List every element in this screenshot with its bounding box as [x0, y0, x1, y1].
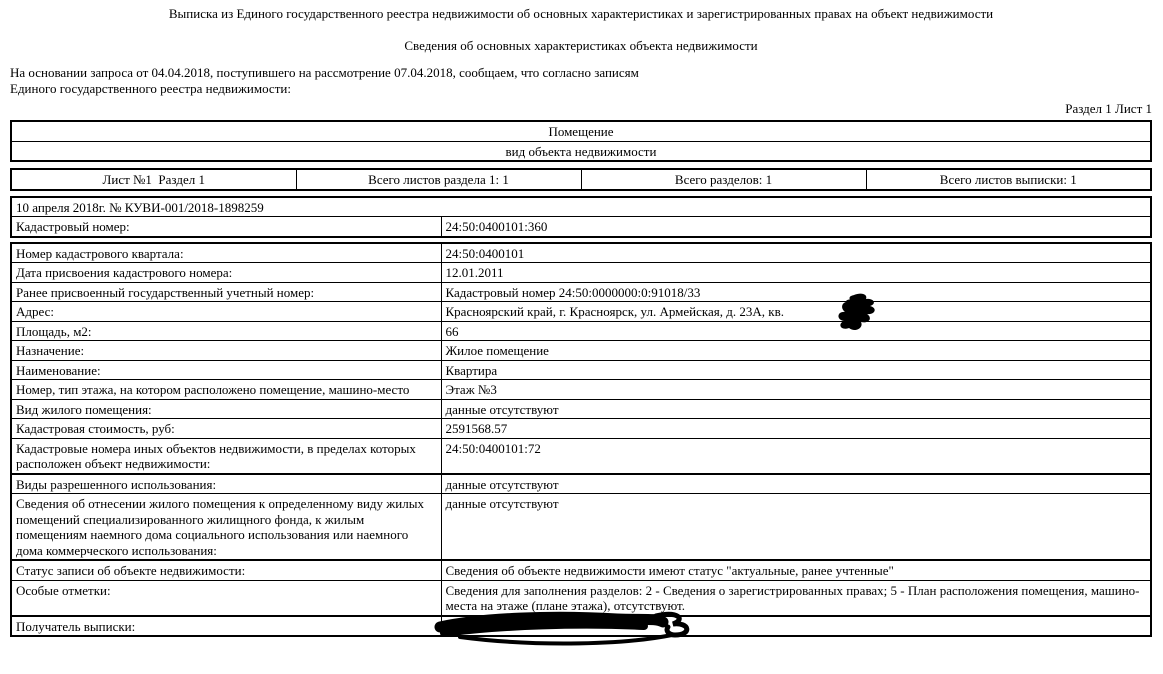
table-row: [11, 243, 1151, 263]
row-label: Назначение:: [11, 341, 441, 361]
address-text: Красноярский край, г. Красноярск, ул. Армейская, д. 23А, кв.: [445, 304, 784, 319]
row-value: Этаж №3: [441, 380, 1151, 400]
table-row: [11, 360, 1151, 380]
row-label: Дата присвоения кадастрового номера:: [11, 263, 441, 283]
section-sheet-marker: Раздел 1 Лист 1: [1065, 101, 1152, 116]
row-label: Получатель выписки:: [11, 616, 441, 637]
table-row: [11, 263, 1151, 283]
table-row: [11, 560, 1151, 580]
sheet-cell: Лист №1 Раздел 1: [11, 169, 296, 190]
row-value: [441, 616, 1151, 637]
table-row-address: [11, 302, 1151, 322]
row-value: Кадастровый номер 24:50:0000000:0:91018/33: [441, 282, 1151, 302]
table-row: [11, 341, 1151, 361]
row-label: Кадастровые номера иных объектов недвижимости, в пределах которых расположен объект недвижимости:: [11, 438, 441, 474]
intro-line-1: На основании запроса от 04.04.2018, поступившего на рассмотрение 07.04.2018, сообщаем, что согласно записям: [10, 65, 639, 80]
sheet-cell: Всего разделов: 1: [581, 169, 866, 190]
row-value: Сведения для заполнения разделов: 2 - Сведения о зарегистрированных правах; 5 - План расположения помещения, машино-места на этаже (плане этажа), отсутствуют.: [441, 580, 1151, 616]
table-row: [11, 474, 1151, 494]
intro-line-2: Единого государственного реестра недвижимости:: [10, 81, 291, 96]
table-row: [11, 217, 1151, 237]
row-value: [441, 302, 1151, 322]
row-value: 24:50:0400101:72: [441, 438, 1151, 474]
table-row: [11, 169, 1151, 190]
row-label: Адрес:: [11, 302, 441, 322]
row-value: данные отсутствуют: [441, 399, 1151, 419]
row-label: Статус записи об объекте недвижимости:: [11, 560, 441, 580]
table-row: [11, 399, 1151, 419]
redaction-scribble-icon: [432, 610, 704, 652]
object-type-value: Помещение: [11, 121, 1151, 141]
row-label: Кадастровая стоимость, руб:: [11, 419, 441, 439]
sheet-cell: Всего листов раздела 1: 1: [296, 169, 581, 190]
object-type-table: [10, 120, 1152, 162]
row-label: Вид жилого помещения:: [11, 399, 441, 419]
row-label: Ранее присвоенный государственный учетный номер:: [11, 282, 441, 302]
intro-paragraph: [10, 65, 1152, 97]
row-label: Особые отметки:: [11, 580, 441, 616]
row-value: 66: [441, 321, 1151, 341]
table-row: [11, 419, 1151, 439]
row-label: Номер кадастрового квартала:: [11, 243, 441, 263]
row-label: Сведения об отнесении жилого помещения к определенному виду жилых помещений специализированного жилищного фонда, к жилым помещениям наемного дома социального использования или наемного дома коммерческого использования:: [11, 494, 441, 561]
table-row: [11, 580, 1151, 616]
table-row: [11, 321, 1151, 341]
row-value: 24:50:0400101: [441, 243, 1151, 263]
row-label: Наименование:: [11, 360, 441, 380]
document-subtitle: Сведения об основных характеристиках объекта недвижимости: [404, 38, 758, 53]
sheet-summary-table: [10, 168, 1152, 191]
object-type-caption: вид объекта недвижимости: [11, 141, 1151, 161]
document-title: Выписка из Единого государственного реестра недвижимости об основных характеристиках и зарегистрированных правах на объект недвижимости: [168, 6, 994, 21]
row-value: Сведения об объекте недвижимости имеют статус "актуальные, ранее учтенные": [441, 560, 1151, 580]
row-value: Квартира: [441, 360, 1151, 380]
table-row: [11, 494, 1151, 561]
document-number-table: [10, 196, 1152, 238]
row-value: данные отсутствуют: [441, 474, 1151, 494]
row-label: Кадастровый номер:: [11, 217, 441, 237]
sheet-cell: Всего листов выписки: 1: [866, 169, 1151, 190]
row-value: 12.01.2011: [441, 263, 1151, 283]
row-value: 2591568.57: [441, 419, 1151, 439]
details-table: [10, 242, 1152, 638]
row-label: Номер, тип этажа, на котором расположено помещение, машино-место: [11, 380, 441, 400]
table-row: [11, 141, 1151, 161]
row-label: Виды разрешенного использования:: [11, 474, 441, 494]
table-row-recipient: [11, 616, 1151, 637]
row-value: Жилое помещение: [441, 341, 1151, 361]
table-row: [11, 121, 1151, 141]
row-label: Площадь, м2:: [11, 321, 441, 341]
row-value: 24:50:0400101:360: [441, 217, 1151, 237]
table-row: [11, 380, 1151, 400]
egrn-extract-page: [0, 6, 1163, 637]
table-row: [11, 197, 1151, 217]
document-date-number: 10 апреля 2018г. № КУВИ-001/2018-1898259: [11, 197, 1151, 217]
row-value: данные отсутствуют: [441, 494, 1151, 561]
table-row: [11, 438, 1151, 474]
table-row: [11, 282, 1151, 302]
